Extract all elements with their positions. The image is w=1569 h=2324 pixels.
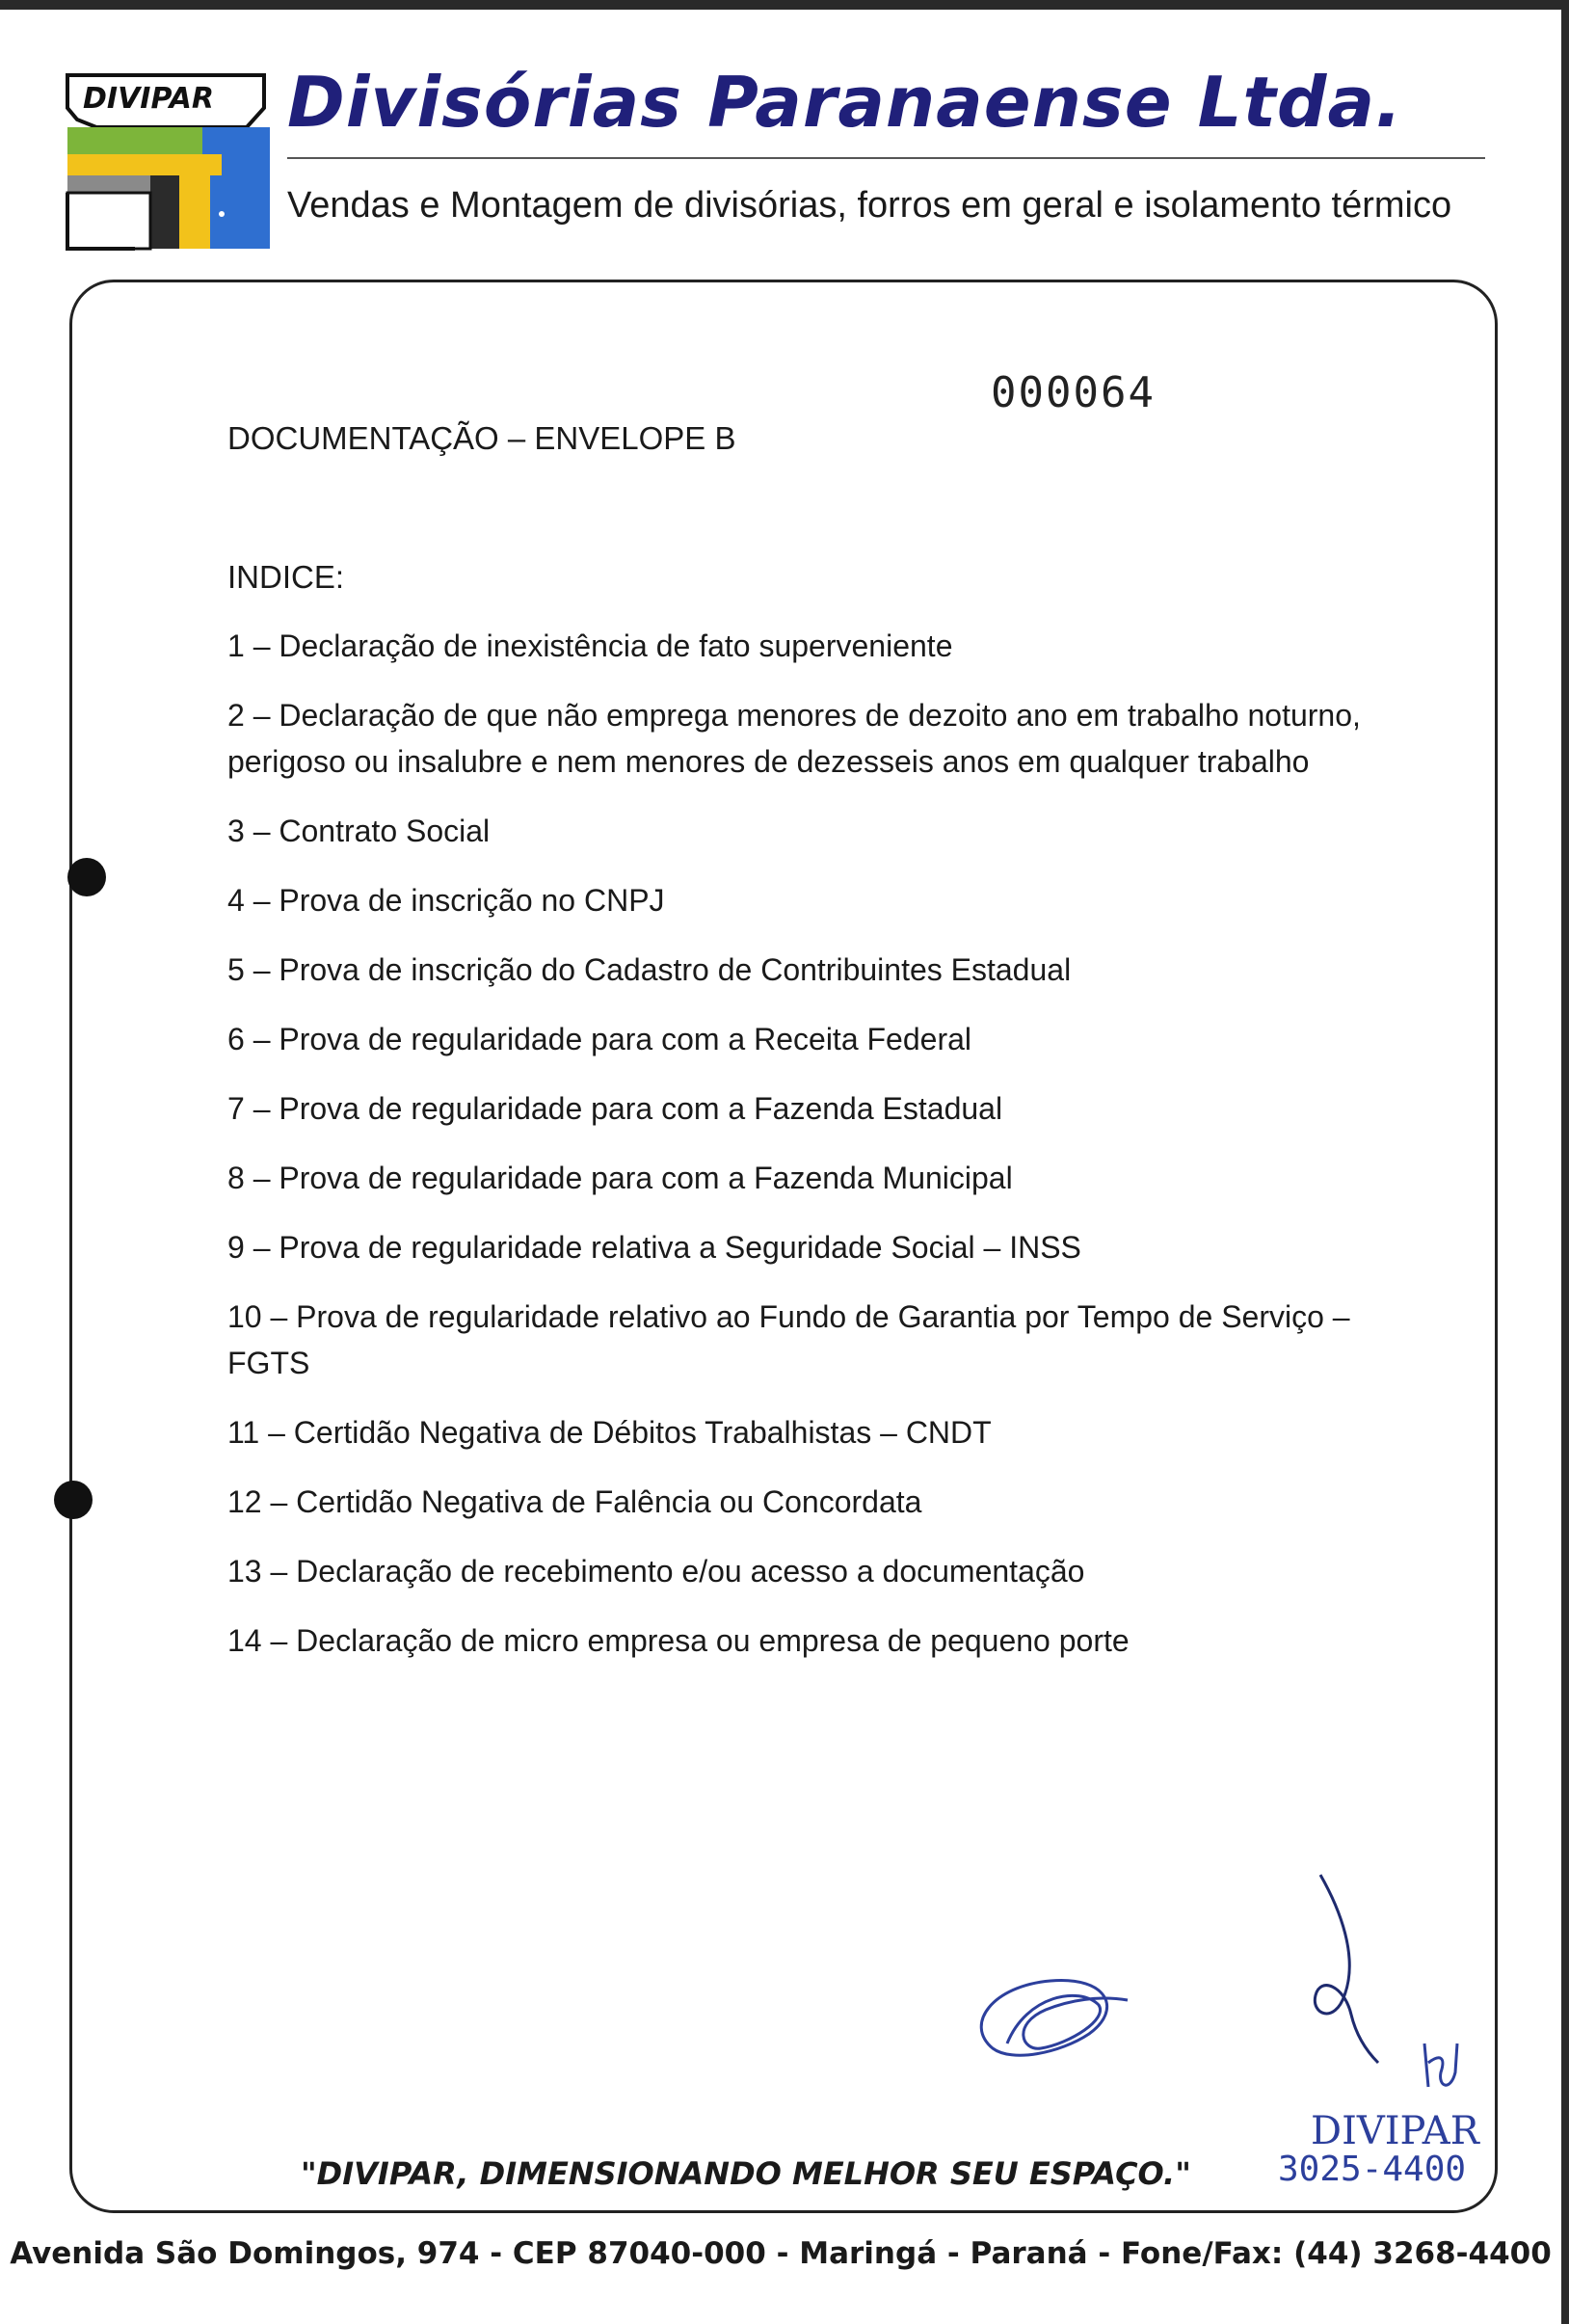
- divipar-logo: [58, 69, 279, 253]
- company-slogan: "DIVIPAR, DIMENSIONANDO MELHOR SEU ESPAÇO.": [301, 2155, 1191, 2192]
- stamp-name: DIVIPAR: [1311, 2109, 1479, 2153]
- scan-top-border: [0, 0, 1569, 10]
- index-item: 14 – Declaração de micro empresa ou empresa de pequeno porte: [227, 1623, 1130, 1658]
- index-item: 5 – Prova de inscrição do Cadastro de Contribuintes Estadual: [227, 952, 1072, 987]
- index-item: 10 – Prova de regularidade relativo ao Fundo de Garantia por Tempo de Serviço – FGTS: [227, 1299, 1350, 1380]
- index-item: 1 – Declaração de inexistência de fato superveniente: [227, 628, 953, 663]
- index-item: 13 – Declaração de recebimento e/ou acesso a documentação: [227, 1554, 1085, 1589]
- index-title: INDICE:: [227, 559, 345, 595]
- footer-address: Avenida São Domingos, 974 - CEP 87040-000 - Maringá - Paraná - Fone/Fax: (44) 3268-4400: [10, 2236, 1552, 2271]
- index-list: [227, 623, 1403, 1687]
- index-item: 9 – Prova de regularidade relativa a Seguridade Social – INSS: [227, 1230, 1081, 1265]
- logo-wordmark: DIVIPAR: [83, 82, 214, 116]
- index-item: 12 – Certidão Negativa de Falência ou Concordata: [227, 1484, 922, 1519]
- company-stamp: [1278, 2109, 1479, 2189]
- scan-right-border: [1561, 0, 1569, 2324]
- document-number: 000064: [991, 368, 1156, 417]
- index-item: 7 – Prova de regularidade para com a Fazenda Estadual: [227, 1091, 1003, 1126]
- index-item: 4 – Prova de inscrição no CNPJ: [227, 883, 665, 918]
- header-divider: [287, 157, 1485, 159]
- company-tagline: Vendas e Montagem de divisórias, forros em geral e isolamento térmico: [287, 185, 1452, 226]
- index-item: 6 – Prova de regularidade para com a Receita Federal: [227, 1022, 971, 1056]
- punch-hole-upper: [67, 858, 106, 896]
- punch-hole-lower: [54, 1481, 93, 1519]
- index-item: 2 – Declaração de que não emprega menores de dezoito ano em trabalho noturno, perigoso ou insalubre e nem menores de dezesseis anos em qualquer trabalho: [227, 698, 1361, 779]
- company-name: Divisórias Paranaense Ltda.: [287, 62, 1403, 143]
- document-heading: DOCUMENTAÇÃO – ENVELOPE B: [227, 420, 736, 456]
- stamp-phone: 3025-4400: [1278, 2150, 1467, 2189]
- signature-initial-small: [1417, 2034, 1465, 2101]
- signature-initial-left: [954, 1957, 1147, 2092]
- signature-initial-right: [1291, 1870, 1388, 2082]
- index-item: 8 – Prova de regularidade para com a Fazenda Municipal: [227, 1161, 1013, 1195]
- index-item: 3 – Contrato Social: [227, 814, 491, 848]
- index-item: 11 – Certidão Negativa de Débitos Trabalhistas – CNDT: [227, 1415, 992, 1450]
